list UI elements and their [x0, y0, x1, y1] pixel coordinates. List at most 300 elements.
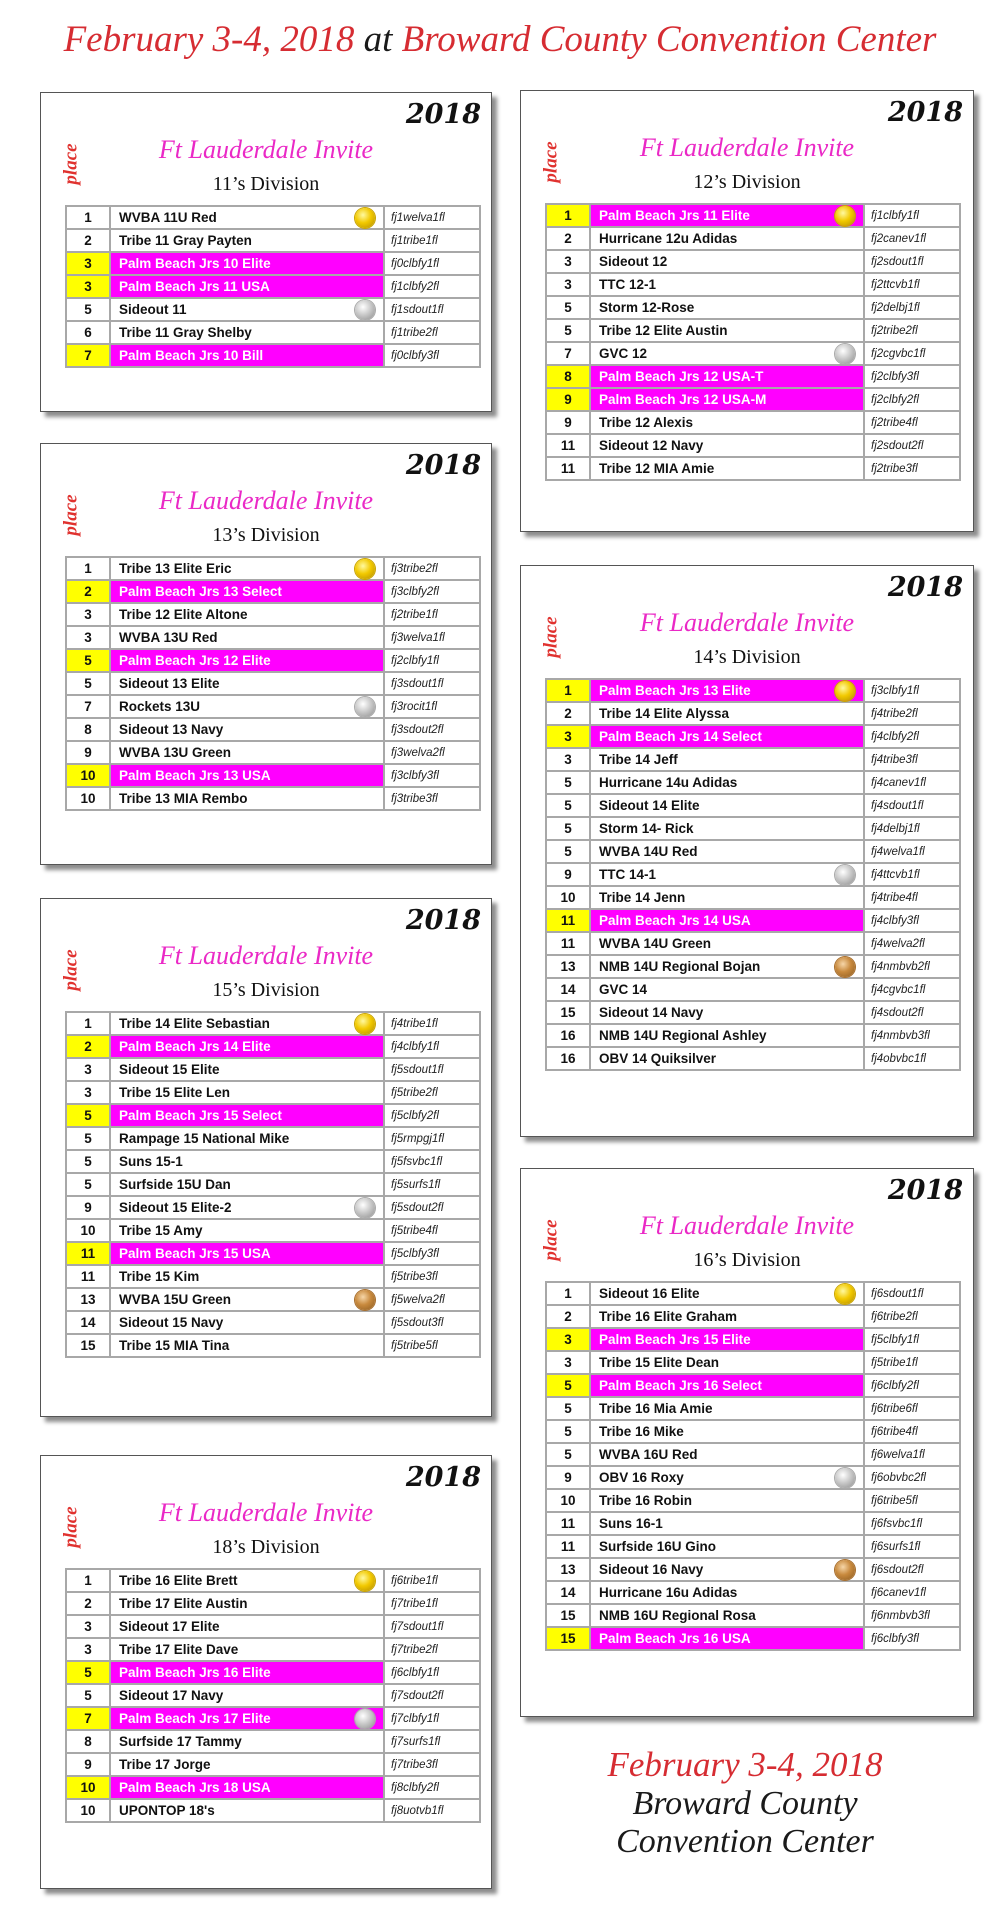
bronze-medal-icon — [355, 1290, 375, 1310]
division-name: 13’s Division — [212, 524, 320, 546]
code-cell: fj3tribe2fl — [384, 557, 480, 580]
place-cell: 3 — [66, 275, 110, 298]
table-row — [66, 321, 480, 344]
code-cell: fj4clbfy1fl — [384, 1035, 480, 1058]
bronze-medal-icon — [835, 1560, 855, 1580]
team-cell — [590, 748, 864, 771]
division-card — [520, 565, 974, 1137]
team-name: Storm 12-Rose — [599, 300, 695, 315]
team-name: Tribe 11 Gray Shelby — [119, 325, 252, 340]
team-cell — [590, 1024, 864, 1047]
card-title: Ft Lauderdale Invite — [639, 133, 855, 162]
place-cell: 9 — [546, 411, 590, 434]
code-cell: fj5sdout1fl — [384, 1058, 480, 1081]
team-cell — [110, 764, 384, 787]
table-row — [66, 557, 480, 580]
team-name: Tribe 17 Elite Dave — [119, 1642, 239, 1657]
gold-medal-icon — [835, 1284, 855, 1304]
team-cell — [110, 1753, 384, 1776]
place-cell: 13 — [66, 1288, 110, 1311]
code-cell: fj4obvbc1fl — [864, 1047, 960, 1070]
team-name: Palm Beach Jrs 13 Elite — [599, 683, 751, 698]
place-cell: 11 — [546, 1535, 590, 1558]
team-cell — [590, 411, 864, 434]
table-row — [546, 978, 960, 1001]
table-row — [66, 1012, 480, 1035]
place-cell: 2 — [546, 1305, 590, 1328]
team-name: Sideout 15 Elite — [119, 1062, 220, 1077]
team-name: Palm Beach Jrs 14 Elite — [119, 1039, 271, 1054]
table-row — [546, 1443, 960, 1466]
table-row — [546, 1558, 960, 1581]
code-cell: fj8uotvb1fl — [384, 1799, 480, 1822]
silver-medal-icon — [835, 1468, 855, 1488]
code-cell: fj2clbfy1fl — [384, 649, 480, 672]
team-cell — [590, 794, 864, 817]
silver-medal-icon — [355, 1709, 375, 1729]
place-cell: 8 — [66, 718, 110, 741]
table-row — [546, 457, 960, 480]
team-cell — [110, 1081, 384, 1104]
code-cell: fj7surfs1fl — [384, 1730, 480, 1753]
table-row — [546, 1397, 960, 1420]
code-cell: fj5tribe2fl — [384, 1081, 480, 1104]
code-cell: fj2sdout2fl — [864, 434, 960, 457]
team-cell — [110, 580, 384, 603]
team-name: Hurricane 14u Adidas — [599, 775, 738, 790]
team-name: Sideout 17 Elite — [119, 1619, 220, 1634]
place-cell: 13 — [546, 1558, 590, 1581]
place-cell: 1 — [546, 204, 590, 227]
card-year: 2018 — [887, 1175, 963, 1206]
place-cell: 3 — [546, 250, 590, 273]
place-cell: 3 — [546, 273, 590, 296]
team-cell — [110, 741, 384, 764]
team-cell — [110, 1035, 384, 1058]
code-cell: fj2delbj1fl — [864, 296, 960, 319]
team-cell — [110, 626, 384, 649]
team-cell — [590, 1581, 864, 1604]
table-row — [546, 725, 960, 748]
place-cell: 14 — [546, 1581, 590, 1604]
place-cell: 1 — [66, 1012, 110, 1035]
place-cell: 10 — [66, 1799, 110, 1822]
code-cell: fj5clbfy3fl — [384, 1242, 480, 1265]
code-cell: fj1tribe1fl — [384, 229, 480, 252]
team-cell — [110, 1569, 384, 1592]
code-cell: fj2sdout1fl — [864, 250, 960, 273]
results-table — [545, 678, 961, 1071]
team-cell — [590, 1627, 864, 1650]
place-cell: 5 — [66, 1104, 110, 1127]
code-cell: fj0clbfy1fl — [384, 252, 480, 275]
team-name: Palm Beach Jrs 14 Select — [599, 729, 762, 744]
place-cell: 3 — [66, 252, 110, 275]
team-cell — [590, 457, 864, 480]
team-name: Palm Beach Jrs 13 USA — [119, 768, 271, 783]
silver-medal-icon — [835, 865, 855, 885]
team-cell — [110, 603, 384, 626]
place-cell: 11 — [546, 434, 590, 457]
code-cell: fj6tribe2fl — [864, 1305, 960, 1328]
team-cell — [590, 725, 864, 748]
code-cell: fj4tribe4fl — [864, 886, 960, 909]
place-cell: 1 — [66, 557, 110, 580]
place-cell: 3 — [66, 1638, 110, 1661]
table-row — [546, 1351, 960, 1374]
table-row — [66, 229, 480, 252]
card-year: 2018 — [405, 1462, 481, 1493]
code-cell: fj4clbfy3fl — [864, 909, 960, 932]
team-cell — [110, 252, 384, 275]
place-cell: 5 — [546, 319, 590, 342]
team-cell — [590, 1420, 864, 1443]
code-cell: fj5surfs1fl — [384, 1173, 480, 1196]
card-year: 2018 — [405, 99, 481, 130]
code-cell: fj6surfs1fl — [864, 1535, 960, 1558]
team-cell — [590, 771, 864, 794]
team-name: Palm Beach Jrs 16 Elite — [119, 1665, 271, 1680]
card-title: Ft Lauderdale Invite — [639, 1211, 855, 1240]
place-cell: 2 — [546, 227, 590, 250]
team-cell — [110, 229, 384, 252]
table-row — [546, 748, 960, 771]
place-label: place — [60, 1506, 82, 1548]
team-cell — [110, 1219, 384, 1242]
table-row — [546, 204, 960, 227]
code-cell: fj4delbj1fl — [864, 817, 960, 840]
table-row — [66, 787, 480, 810]
team-cell — [110, 1265, 384, 1288]
team-name: WVBA 13U Green — [119, 745, 232, 760]
footer — [535, 1745, 955, 1861]
team-name: Palm Beach Jrs 12 Elite — [119, 653, 271, 668]
place-cell: 7 — [66, 695, 110, 718]
place-cell: 5 — [66, 672, 110, 695]
table-row — [546, 1535, 960, 1558]
card-year: 2018 — [887, 97, 963, 128]
team-cell — [590, 840, 864, 863]
table-row — [546, 411, 960, 434]
code-cell: fj2canev1fl — [864, 227, 960, 250]
team-cell — [110, 557, 384, 580]
team-cell — [590, 863, 864, 886]
code-cell: fj6sdout1fl — [864, 1282, 960, 1305]
table-row — [546, 1627, 960, 1650]
team-name: TTC 14-1 — [599, 867, 657, 882]
code-cell: fj5rmpgj1fl — [384, 1127, 480, 1150]
team-cell — [110, 1638, 384, 1661]
code-cell: fj1clbfy1fl — [864, 204, 960, 227]
team-name: OBV 16 Roxy — [599, 1470, 684, 1485]
team-cell — [590, 1282, 864, 1305]
code-cell: fj2clbfy3fl — [864, 365, 960, 388]
team-name: Tribe 15 Amy — [119, 1223, 203, 1238]
team-cell — [590, 932, 864, 955]
team-name: Sideout 15 Elite-2 — [119, 1200, 232, 1215]
team-name: NMB 16U Regional Rosa — [599, 1608, 756, 1623]
place-cell: 2 — [66, 229, 110, 252]
team-name: WVBA 15U Green — [119, 1292, 232, 1307]
table-row — [546, 1420, 960, 1443]
place-cell: 5 — [546, 771, 590, 794]
table-row — [546, 863, 960, 886]
table-row — [546, 388, 960, 411]
code-cell: fj2clbfy2fl — [864, 388, 960, 411]
code-cell: fj2tribe4fl — [864, 411, 960, 434]
table-row — [546, 1024, 960, 1047]
table-row — [546, 817, 960, 840]
place-cell: 10 — [66, 1776, 110, 1799]
team-name: WVBA 13U Red — [119, 630, 218, 645]
team-name: Palm Beach Jrs 12 USA-M — [599, 392, 767, 407]
table-row — [546, 886, 960, 909]
team-name: Tribe 13 Elite Eric — [119, 561, 232, 576]
code-cell: fj3sdout1fl — [384, 672, 480, 695]
team-name: Palm Beach Jrs 15 Select — [119, 1108, 282, 1123]
team-name: Sideout 13 Navy — [119, 722, 224, 737]
team-name: Palm Beach Jrs 13 Select — [119, 584, 282, 599]
table-row — [546, 1328, 960, 1351]
code-cell: fj6nmbvb3fl — [864, 1604, 960, 1627]
place-cell: 2 — [66, 580, 110, 603]
code-cell: fj5tribe4fl — [384, 1219, 480, 1242]
silver-medal-icon — [355, 1198, 375, 1218]
team-cell — [590, 1374, 864, 1397]
code-cell: fj4tribe3fl — [864, 748, 960, 771]
place-cell: 1 — [66, 206, 110, 229]
code-cell: fj7tribe3fl — [384, 1753, 480, 1776]
team-name: Surfside 17 Tammy — [119, 1734, 242, 1749]
team-name: Sideout 17 Navy — [119, 1688, 224, 1703]
code-cell: fj3tribe3fl — [384, 787, 480, 810]
place-cell: 2 — [546, 702, 590, 725]
table-row — [66, 1776, 480, 1799]
table-row — [546, 1466, 960, 1489]
team-name: Sideout 12 — [599, 254, 668, 269]
team-name: Tribe 17 Elite Austin — [119, 1596, 248, 1611]
team-name: Tribe 15 MIA Tina — [119, 1338, 230, 1353]
code-cell: fj4sdout1fl — [864, 794, 960, 817]
code-cell: fj1tribe2fl — [384, 321, 480, 344]
silver-medal-icon — [355, 697, 375, 717]
code-cell: fj4clbfy2fl — [864, 725, 960, 748]
place-cell: 15 — [546, 1627, 590, 1650]
place-label: place — [540, 1219, 562, 1261]
code-cell: fj6clbfy3fl — [864, 1627, 960, 1650]
team-cell — [590, 1512, 864, 1535]
team-name: Tribe 15 Kim — [119, 1269, 200, 1284]
team-name: Palm Beach Jrs 16 Select — [599, 1378, 762, 1393]
table-row — [66, 718, 480, 741]
team-cell — [110, 718, 384, 741]
team-cell — [110, 672, 384, 695]
code-cell: fj7sdout2fl — [384, 1684, 480, 1707]
silver-medal-icon — [355, 300, 375, 320]
division-name: 14’s Division — [693, 646, 801, 668]
team-cell — [110, 1684, 384, 1707]
team-name: Palm Beach Jrs 11 Elite — [599, 208, 750, 223]
place-cell: 5 — [66, 298, 110, 321]
card-year: 2018 — [405, 905, 481, 936]
table-row — [546, 679, 960, 702]
team-cell — [110, 1196, 384, 1219]
team-name: Tribe 15 Elite Dean — [599, 1355, 720, 1370]
place-cell: 5 — [66, 649, 110, 672]
card-year: 2018 — [887, 572, 963, 603]
team-name: Palm Beach Jrs 16 USA — [599, 1631, 751, 1646]
code-cell: fj3welva1fl — [384, 626, 480, 649]
code-cell: fj2tribe3fl — [864, 457, 960, 480]
code-cell: fj3clbfy3fl — [384, 764, 480, 787]
code-cell: fj6sdout2fl — [864, 1558, 960, 1581]
team-name: Tribe 12 MIA Amie — [599, 461, 715, 476]
card-title: Ft Lauderdale Invite — [158, 135, 374, 164]
code-cell: fj6tribe5fl — [864, 1489, 960, 1512]
place-cell: 9 — [66, 1196, 110, 1219]
code-cell: fj3rocit1fl — [384, 695, 480, 718]
place-cell: 11 — [546, 457, 590, 480]
place-cell: 1 — [66, 1569, 110, 1592]
place-cell: 3 — [546, 748, 590, 771]
division-card — [40, 1455, 492, 1889]
table-row — [546, 227, 960, 250]
team-cell — [590, 817, 864, 840]
table-row — [66, 344, 480, 367]
place-cell: 10 — [546, 886, 590, 909]
team-cell — [110, 1127, 384, 1150]
table-row — [66, 252, 480, 275]
place-cell: 5 — [546, 1420, 590, 1443]
place-cell: 9 — [546, 1466, 590, 1489]
code-cell: fj2cgvbc1fl — [864, 342, 960, 365]
team-name: Palm Beach Jrs 15 USA — [119, 1246, 271, 1261]
table-row — [66, 764, 480, 787]
code-cell: fj5fsvbc1fl — [384, 1150, 480, 1173]
table-row — [546, 296, 960, 319]
team-cell — [590, 1397, 864, 1420]
table-row — [66, 695, 480, 718]
code-cell: fj3welva2fl — [384, 741, 480, 764]
code-cell: fj5sdout2fl — [384, 1196, 480, 1219]
table-row — [546, 794, 960, 817]
team-cell — [590, 273, 864, 296]
table-row — [66, 580, 480, 603]
place-cell: 3 — [66, 1081, 110, 1104]
table-row — [66, 1081, 480, 1104]
code-cell: fj6tribe4fl — [864, 1420, 960, 1443]
code-cell: fj5tribe3fl — [384, 1265, 480, 1288]
table-row — [66, 672, 480, 695]
team-cell — [590, 702, 864, 725]
code-cell: fj0clbfy3fl — [384, 344, 480, 367]
table-row — [546, 319, 960, 342]
place-cell: 5 — [546, 1443, 590, 1466]
card-title: Ft Lauderdale Invite — [639, 608, 855, 637]
place-cell: 8 — [546, 365, 590, 388]
team-name: Surfside 15U Dan — [119, 1177, 231, 1192]
code-cell: fj1sdout1fl — [384, 298, 480, 321]
table-row — [546, 1512, 960, 1535]
table-row — [66, 1196, 480, 1219]
place-cell: 10 — [66, 1219, 110, 1242]
place-cell: 7 — [66, 344, 110, 367]
table-row — [546, 250, 960, 273]
place-cell: 5 — [546, 840, 590, 863]
footer-venue-line2: Convention Center — [616, 1823, 874, 1860]
team-name: Tribe 16 Elite Brett — [119, 1573, 238, 1588]
team-cell — [590, 1328, 864, 1351]
team-cell — [110, 1592, 384, 1615]
gold-medal-icon — [835, 206, 855, 226]
code-cell: fj3clbfy1fl — [864, 679, 960, 702]
table-row — [546, 932, 960, 955]
team-cell — [590, 1443, 864, 1466]
code-cell: fj8clbfy2fl — [384, 1776, 480, 1799]
table-row — [66, 626, 480, 649]
table-row — [66, 1242, 480, 1265]
team-name: Palm Beach Jrs 15 Elite — [599, 1332, 751, 1347]
code-cell: fj4tribe1fl — [384, 1012, 480, 1035]
team-cell — [110, 344, 384, 367]
card-title: Ft Lauderdale Invite — [158, 1498, 374, 1527]
table-row — [66, 298, 480, 321]
team-cell — [110, 1012, 384, 1035]
code-cell: fj1clbfy2fl — [384, 275, 480, 298]
table-row — [66, 1799, 480, 1822]
page-header — [0, 18, 1000, 61]
table-row — [66, 1569, 480, 1592]
team-cell — [590, 296, 864, 319]
table-row — [66, 1661, 480, 1684]
team-cell — [110, 275, 384, 298]
place-cell: 11 — [546, 932, 590, 955]
results-table — [545, 203, 961, 481]
code-cell: fj7tribe1fl — [384, 1592, 480, 1615]
place-cell: 14 — [66, 1311, 110, 1334]
team-name: Storm 14- Rick — [599, 821, 694, 836]
table-row — [546, 1489, 960, 1512]
table-row — [546, 840, 960, 863]
table-row — [66, 1334, 480, 1357]
division-name: 15’s Division — [212, 979, 320, 1001]
code-cell: fj2ttcvb1fl — [864, 273, 960, 296]
table-row — [546, 955, 960, 978]
place-cell: 5 — [546, 296, 590, 319]
table-row — [546, 273, 960, 296]
table-row — [66, 1707, 480, 1730]
code-cell: fj7tribe2fl — [384, 1638, 480, 1661]
code-cell: fj5clbfy1fl — [864, 1328, 960, 1351]
place-cell: 9 — [66, 741, 110, 764]
table-row — [66, 1288, 480, 1311]
team-cell — [110, 1707, 384, 1730]
team-name: Palm Beach Jrs 12 USA-T — [599, 369, 764, 384]
gold-medal-icon — [835, 681, 855, 701]
team-name: GVC 14 — [599, 982, 648, 997]
code-cell: fj4welva2fl — [864, 932, 960, 955]
table-row — [66, 1753, 480, 1776]
code-cell: fj1welva1fl — [384, 206, 480, 229]
place-cell: 1 — [546, 679, 590, 702]
team-name: Suns 15-1 — [119, 1154, 183, 1169]
team-name: OBV 14 Quiksilver — [599, 1051, 717, 1066]
team-name: Tribe 11 Gray Payten — [119, 233, 252, 248]
code-cell: fj6tribe1fl — [384, 1569, 480, 1592]
team-cell — [110, 1173, 384, 1196]
team-name: Tribe 14 Elite Alyssa — [599, 706, 730, 721]
team-cell — [590, 1351, 864, 1374]
